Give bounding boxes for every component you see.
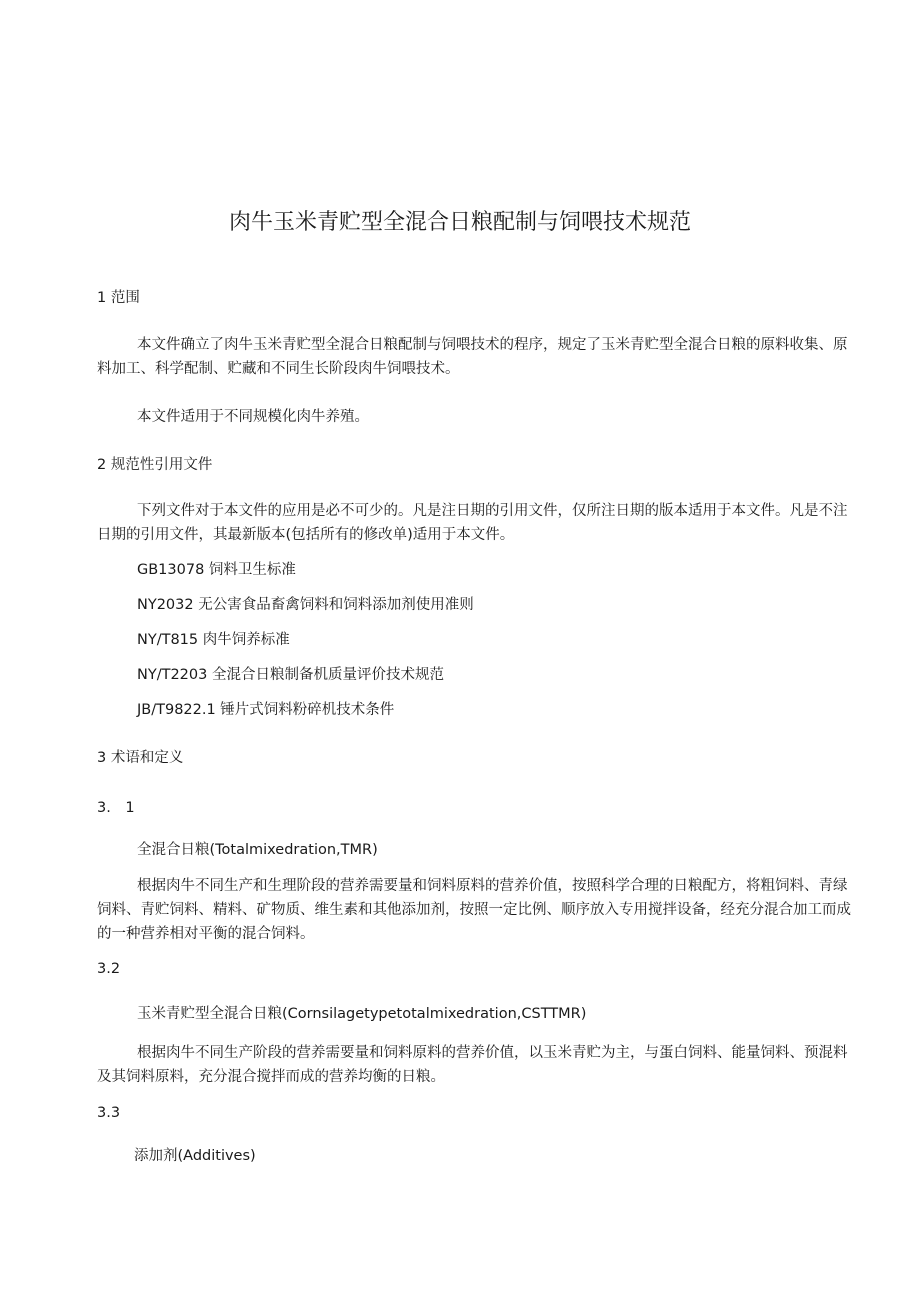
reference-item: NY2032 无公害食品畜禽饲料和饲料添加剂使用准则 bbox=[137, 597, 474, 613]
definition-3-2-number: 3.2 bbox=[97, 961, 121, 977]
definition-3-1-term: 全混合日粮(Totalmixedration,TMR) bbox=[137, 842, 378, 858]
reference-item: GB13078 饲料卫生标准 bbox=[137, 562, 296, 578]
section-1-paragraph-2: 本文件适用于不同规模化肉牛养殖。 bbox=[137, 409, 369, 425]
section-2-heading: 2 规范性引用文件 bbox=[97, 457, 213, 473]
section-1-heading: 1 范围 bbox=[97, 290, 140, 306]
definition-3-3-number: 3.3 bbox=[97, 1105, 121, 1121]
definition-3-1-number: 3. 1 bbox=[97, 800, 135, 816]
definition-3-3-term: 添加剂(Additives) bbox=[134, 1148, 256, 1164]
definition-3-2-term: 玉米青贮型全混合日粮(Cornsilagetypetotalmixedration,CSTTMR) bbox=[137, 1006, 587, 1022]
section-1-paragraph-1: 本文件确立了肉牛玉米青贮型全混合日粮配制与饲喂技术的程序，规定了玉米青贮型全混合日粮的原料收集、原料加工、科学配制、贮藏和不同生长阶段肉牛饲喂技术。 bbox=[97, 337, 848, 377]
reference-item: NY/T2203 全混合日粮制备机质量评价技术规范 bbox=[137, 667, 444, 683]
definition-3-1-text: 根据肉牛不同生产和生理阶段的营养需要量和饲料原料的营养价值，按照科学合理的日粮配方，将粗饲料、青绿饲料、青贮饲料、精料、矿物质、维生素和其他添加剂，按照一定比例、顺序放入专用搅拌设备，经充分混合加工而成的一种营养相对平衡的混合饲料。 bbox=[97, 878, 851, 942]
definition-3-2-text: 根据肉牛不同生产阶段的营养需要量和饲料原料的营养价值，以玉米青贮为主，与蛋白饲料、能量饲料、预混料及其饲料原料，充分混合搅拌而成的营养均衡的日粮。 bbox=[97, 1045, 848, 1085]
section-2-paragraph-1: 下列文件对于本文件的应用是必不可少的。凡是注日期的引用文件，仅所注日期的版本适用于本文件。凡是不注日期的引用文件，其最新版本(包括所有的修改单)适用于本文件。 bbox=[97, 503, 848, 543]
document-title: 肉牛玉米青贮型全混合日粮配制与饲喂技术规范 bbox=[228, 210, 691, 235]
reference-item: JB/T9822.1 锤片式饲料粉碎机技术条件 bbox=[137, 702, 395, 718]
reference-item: NY/T815 肉牛饲养标准 bbox=[137, 632, 290, 648]
section-3-heading: 3 术语和定义 bbox=[97, 750, 184, 766]
